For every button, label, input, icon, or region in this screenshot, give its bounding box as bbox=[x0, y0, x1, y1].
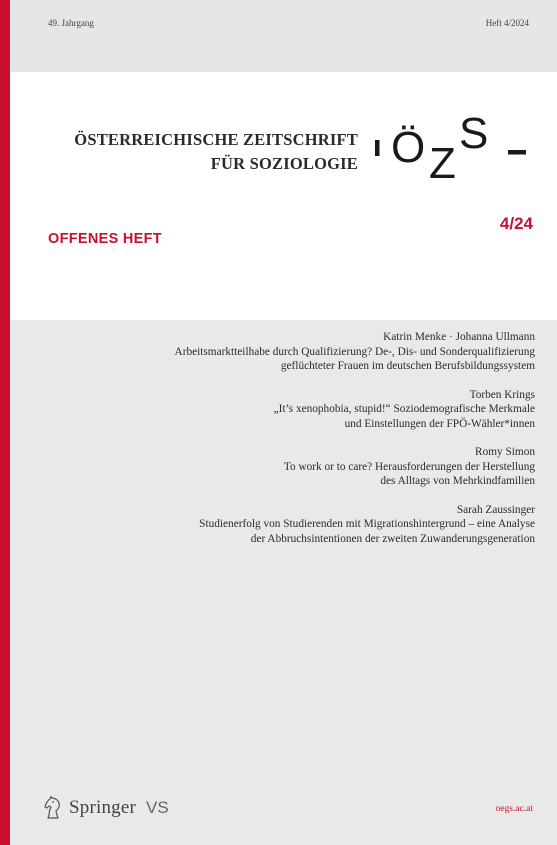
logo-left-tick bbox=[375, 140, 380, 156]
issue-number: 4/24 bbox=[499, 214, 533, 233]
publisher-logo bbox=[43, 795, 169, 821]
publisher-name: Springer bbox=[69, 797, 137, 818]
toc-author: Romy Simon bbox=[475, 446, 535, 458]
volume-label: 49. Jahrgang bbox=[48, 18, 94, 28]
oezs-logo bbox=[371, 110, 541, 190]
journal-title-line-1: ÖSTERREICHISCHE ZEITSCHRIFT bbox=[74, 130, 358, 149]
toc-title-line: und Einstellungen der FPÖ-Wähler*innen bbox=[344, 417, 535, 430]
toc-author: Torben Krings bbox=[469, 388, 535, 401]
toc-entry bbox=[10, 445, 535, 489]
toc-author: Sarah Zaussinger bbox=[456, 503, 535, 516]
red-spine-bar bbox=[0, 0, 10, 845]
journal-url[interactable]: oegs.ac.at bbox=[495, 804, 533, 814]
top-band bbox=[10, 0, 557, 72]
toc-entry bbox=[10, 330, 535, 374]
toc-title-line: des Alltags von Mehrkindfamilien bbox=[380, 475, 535, 487]
toc-title-line: To work or to care? Herausforderungen der Herstellung bbox=[283, 460, 535, 473]
table-of-contents bbox=[10, 330, 535, 560]
logo-letter-s: S bbox=[459, 110, 489, 158]
toc-title-line: geflüchteter Frauen im deutschen Berufsbildungssystem bbox=[280, 360, 535, 372]
toc-title-line: der Abbruchsintentionen der zweiten Zuwanderungsgeneration bbox=[250, 532, 535, 545]
issue-theme: OFFENES HEFT bbox=[48, 231, 162, 247]
springer-horse-icon bbox=[43, 796, 63, 820]
toc-title-line: Studienerfolg von Studierenden mit Migrationshintergrund – eine Analyse bbox=[199, 518, 535, 530]
issue-label: Heft 4/2024 bbox=[485, 18, 529, 28]
logo-letter-z: Z bbox=[429, 139, 456, 188]
logo-right-dash bbox=[508, 150, 526, 155]
journal-title bbox=[0, 128, 358, 176]
journal-title-line-2: FÜR SOZIOLOGIE bbox=[210, 154, 358, 173]
toc-title-line: „It’s xenophobia, stupid!“ Soziodemografische Merkmale bbox=[273, 403, 535, 415]
toc-entry bbox=[10, 388, 535, 432]
logo-letter-o: Ö bbox=[391, 123, 426, 172]
toc-author: Katrin Menke · Johanna Ullmann bbox=[383, 331, 535, 343]
publisher-imprint: VS bbox=[146, 798, 169, 817]
toc-entry bbox=[10, 503, 535, 547]
toc-title-line: Arbeitsmarktteilhabe durch Qualifizierung? De-, Dis- und Sonderqualifizierung bbox=[174, 345, 535, 358]
